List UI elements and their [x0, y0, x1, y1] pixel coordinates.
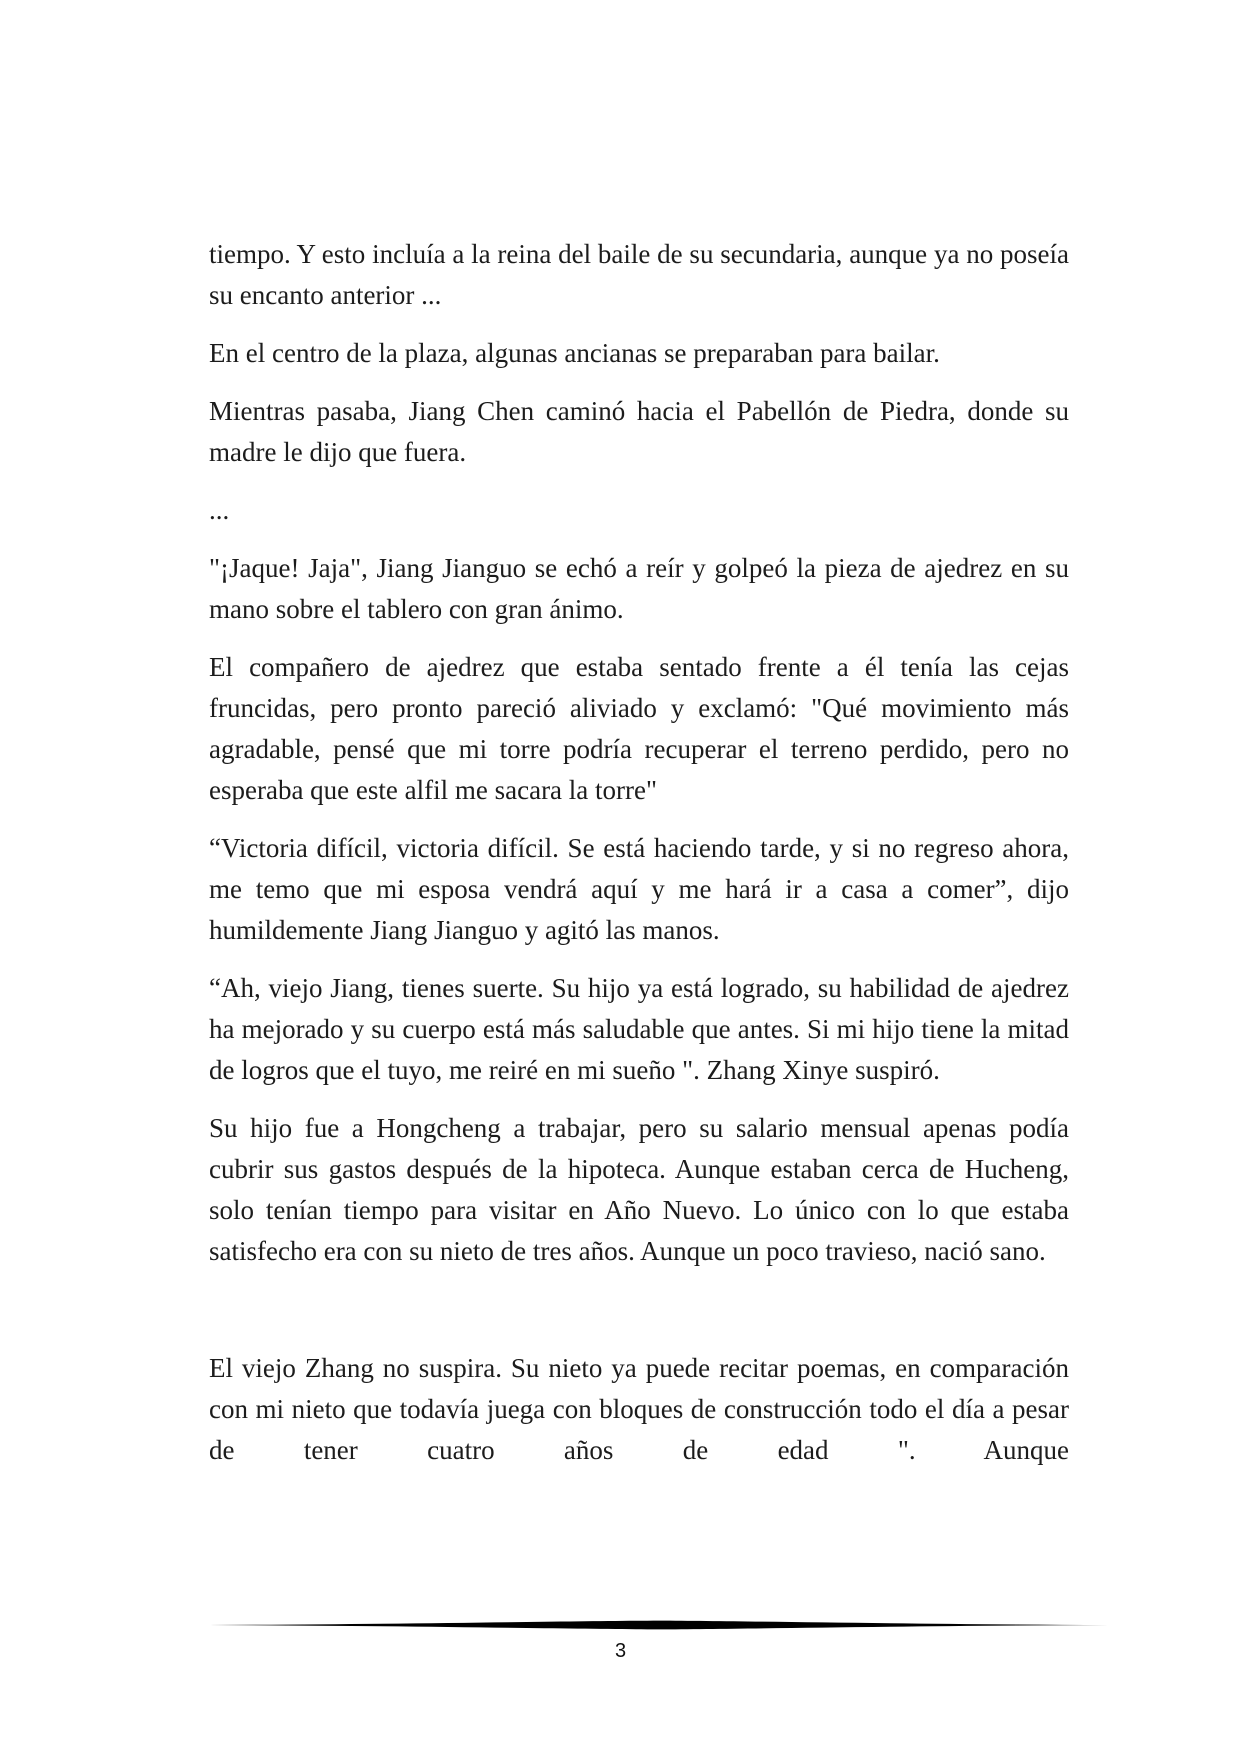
paragraph-2: En el centro de la plaza, algunas ancianas se preparaban para bailar.	[209, 338, 940, 368]
footer-divider	[209, 1618, 1109, 1632]
paragraph-ellipsis: ...	[209, 495, 230, 525]
paragraph-8: “Ah, viejo Jiang, tienes suerte. Su hijo ya está logrado, su habilidad de ajedrez ha mejorado y su cuerpo está más saludable que antes. Si mi hijo tiene la mitad de logros que el tuyo, me reiré en mi sueño ". Zhang Xinye suspiró.	[209, 973, 1069, 1085]
body-text	[209, 234, 1069, 1471]
paragraph-7: “Victoria difícil, victoria difícil. Se está haciendo tarde, y si no regreso ahora, me temo que mi esposa vendrá aquí y me hará ir a casa a comer”, dijo humildemente Jiang Jianguo y agitó las manos.	[209, 833, 1069, 945]
paragraph-6: El compañero de ajedrez que estaba sentado frente a él tenía las cejas fruncidas, pero pronto pareció aliviado y exclamó: "Qué movimiento más agradable, pensé que mi torre podría recuperar el terreno perdido, pero no esperaba que este alfil me sacara la torre"	[209, 652, 1069, 805]
paragraph-5: "¡Jaque! Jaja", Jiang Jianguo se echó a reír y golpeó la pieza de ajedrez en su mano sobre el tablero con gran ánimo.	[209, 553, 1069, 624]
paragraph-9: Su hijo fue a Hongcheng a trabajar, pero su salario mensual apenas podía cubrir sus gastos después de la hipoteca. Aunque estaban cerca de Hucheng, solo tenían tiempo para visitar en Año Nuevo. Lo único con lo que estaba satisfecho era con su nieto de tres años. Aunque un poco travieso, nació sano.	[209, 1113, 1069, 1266]
paragraph-1: tiempo. Y esto incluía a la reina del baile de su secundaria, aunque ya no poseía su encanto anterior ...	[209, 239, 1069, 310]
paragraph-3: Mientras pasaba, Jiang Chen caminó hacia el Pabellón de Piedra, donde su madre le dijo que fuera.	[209, 396, 1069, 467]
page-number: 3	[614, 1640, 627, 1662]
paragraph-10: El viejo Zhang no suspira. Su nieto ya puede recitar poemas, en comparación con mi nieto que todavía juega con bloques de construcción todo el día a pesar de tener cuatro años de edad ". Aunque	[209, 1353, 1069, 1465]
